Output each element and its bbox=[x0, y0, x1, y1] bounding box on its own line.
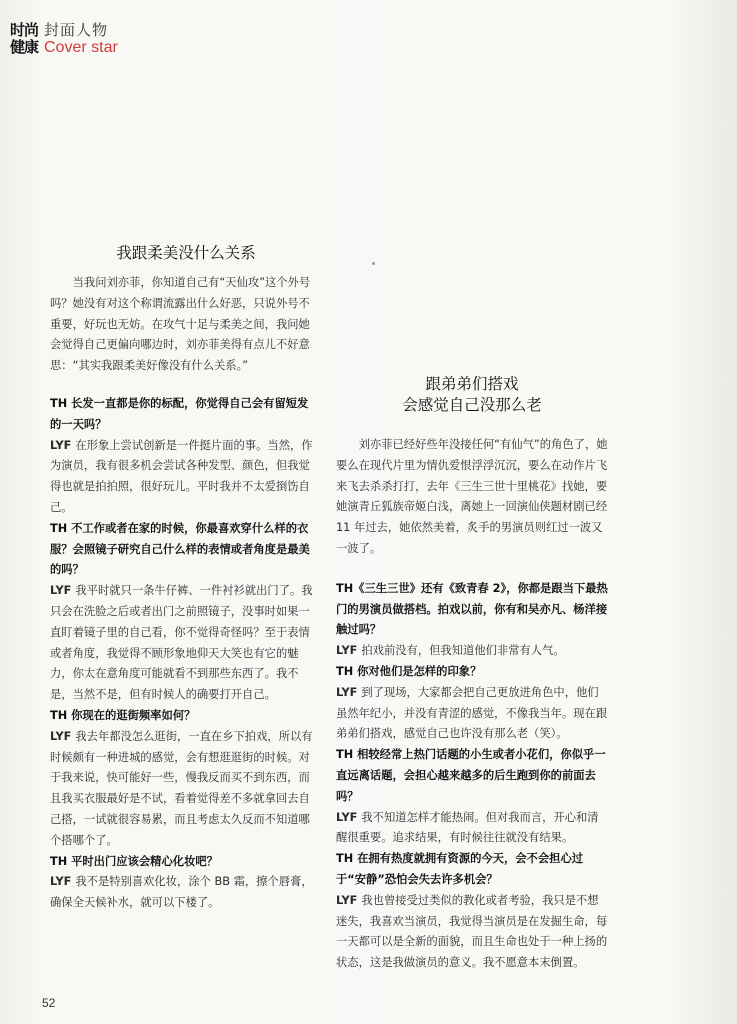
left-question: TH 长发一直都是你的标配，你觉得自己会有留短发的一天吗？ bbox=[50, 396, 309, 431]
section-title-en: Cover star bbox=[44, 39, 118, 56]
speaker-label: LYF bbox=[50, 584, 72, 598]
speaker-label: LYF bbox=[50, 875, 72, 889]
speaker-label: LYF bbox=[336, 685, 358, 699]
answer-text: 到了现场，大家都会把自己更放进角色中，他们虽然年纪小，并没有青涩的感觉，不像我当年。现在跟弟弟们搭戏，感觉自己也许没有那么老（笑）。 bbox=[336, 685, 608, 741]
speaker-label: LYF bbox=[336, 893, 358, 907]
left-question: TH 平时出门应该会精心化妆吧？ bbox=[50, 854, 218, 868]
brand-logo bbox=[10, 22, 42, 56]
page-header bbox=[10, 22, 118, 57]
right-column bbox=[336, 374, 608, 974]
left-answer bbox=[50, 727, 316, 852]
right-answer bbox=[336, 808, 608, 850]
speaker-label: LYF bbox=[336, 644, 358, 658]
section-title-cn: 封面人物 bbox=[44, 21, 109, 39]
right-question: TH 你对他们是怎样的印象？ bbox=[336, 664, 482, 678]
answer-text: 我也曾接受过类似的教化或者考验，我只是不想迷失，我喜欢当演员，我觉得当演员是在发掘生命，每一天都可以是全新的面貌，而且生命也处于一种上扬的状态，这是我做演员的意义。我不愿意本末倒置。 bbox=[336, 893, 608, 970]
right-qa-list bbox=[336, 579, 608, 974]
speaker-label: LYF bbox=[336, 810, 358, 824]
right-question: TH《三生三世》还有《致青春 2》，你都是跟当下最热门的男演员做搭档。拍戏以前，你有和吴亦凡、杨洋接触过吗？ bbox=[336, 581, 608, 637]
page-number: 52 bbox=[42, 996, 56, 1010]
left-column bbox=[50, 243, 316, 914]
brand-line-1: 时尚 bbox=[10, 21, 39, 39]
left-question: TH 不工作或者在家的时候，你最喜欢穿什么样的衣服？会照镜子研究自己什么样的表情或者角度是最美的吗？ bbox=[50, 521, 310, 577]
right-heading-line-1: 跟弟弟们搭戏 bbox=[425, 375, 519, 393]
right-intro: 刘亦菲已经好些年没接任何“有仙气”的角色了，她要么在现代片里为情仇爱恨浮浮沉沉，要么在动作片飞来飞去杀杀打打，去年《三生三世十里桃花》找她，要她演青丘狐族帝姬白浅，离她上一回演仙侠题材剧已经 11 年过去，她依然美着，炙手的男演员则红过一波又一波了。 bbox=[336, 438, 608, 555]
left-answer bbox=[50, 581, 316, 706]
answer-text: 我平时就只一条牛仔裤、一件衬衫就出门了。我只会在洗脸之后或者出门之前照镜子，没事时如果一直盯着镜子里的自己看，你不觉得奇怪吗？至于表情或者角度，我觉得不顾形象地仰天大笑也有它的魅力，你太在意角度可能就看不到那些东西了。我不是，当然不是，但有时候人的确要打开自己。 bbox=[50, 584, 313, 702]
left-qa-list bbox=[50, 394, 316, 914]
left-heading: 我跟柔美没什么关系 bbox=[116, 244, 256, 262]
right-question: TH 相较经常上热门话题的小生或者小花们，你似乎一直远离话题，会担心越来越多的后生跑到你的前面去吗？ bbox=[336, 748, 606, 803]
right-question: TH 在拥有热度就拥有资源的今天，会不会担心过于“安静”恐怕会失去许多机会？ bbox=[336, 852, 584, 886]
right-answer bbox=[336, 641, 608, 662]
answer-text: 我去年都没怎么逛街，一直在乡下拍戏，所以有时候颇有一种进城的感觉，会有想逛逛街的时候。对于我来说，快可能好一些，慢我反而买不到东西，而且我买衣服最好是不试，看着觉得差不多就拿回去自己搭，一试就很容易累，而且考虑太久反而不知道哪个搭哪个了。 bbox=[50, 729, 313, 847]
left-intro: 当我问刘亦菲，你知道自己有“天仙攻”这个外号吗？她没有对这个称谓流露出什么好恶，只说外号不重要，好玩也无妨。在攻气十足与柔美之间，我问她会觉得自己更偏向哪边时，刘亦菲美得有点儿不好意思：“其实我跟柔美好像没有什么关系。” bbox=[50, 276, 311, 373]
answer-text: 在形象上尝试创新是一件挺片面的事。当然，作为演员，我有很多机会尝试各种发型、颜色，但我觉得也就是拍拍照，很好玩儿。平时我并不太爱捯饬自己。 bbox=[50, 438, 313, 514]
left-question: TH 你现在的逛街频率如何？ bbox=[50, 708, 196, 722]
left-answer bbox=[50, 872, 316, 914]
print-speck bbox=[372, 262, 375, 265]
left-answer bbox=[50, 436, 316, 519]
right-heading bbox=[336, 374, 608, 416]
right-answer bbox=[336, 683, 608, 745]
right-answer bbox=[336, 891, 608, 974]
answer-text: 拍戏前没有，但我知道他们非常有人气。 bbox=[361, 644, 565, 658]
brand-line-2: 健康 bbox=[10, 38, 39, 56]
speaker-label: LYF bbox=[50, 438, 72, 452]
answer-text: 我不知道怎样才能热闹。但对我而言，开心和清醒很重要。追求结果，有时候往往就没有结果。 bbox=[336, 810, 599, 845]
speaker-label: LYF bbox=[50, 729, 72, 743]
answer-text: 我不是特别喜欢化妆，涂个 BB 霜，擦个唇膏，确保全天候补水，就可以下楼了。 bbox=[50, 875, 313, 910]
right-heading-line-2: 会感觉自己没那么老 bbox=[402, 396, 542, 414]
section-label bbox=[44, 22, 118, 57]
